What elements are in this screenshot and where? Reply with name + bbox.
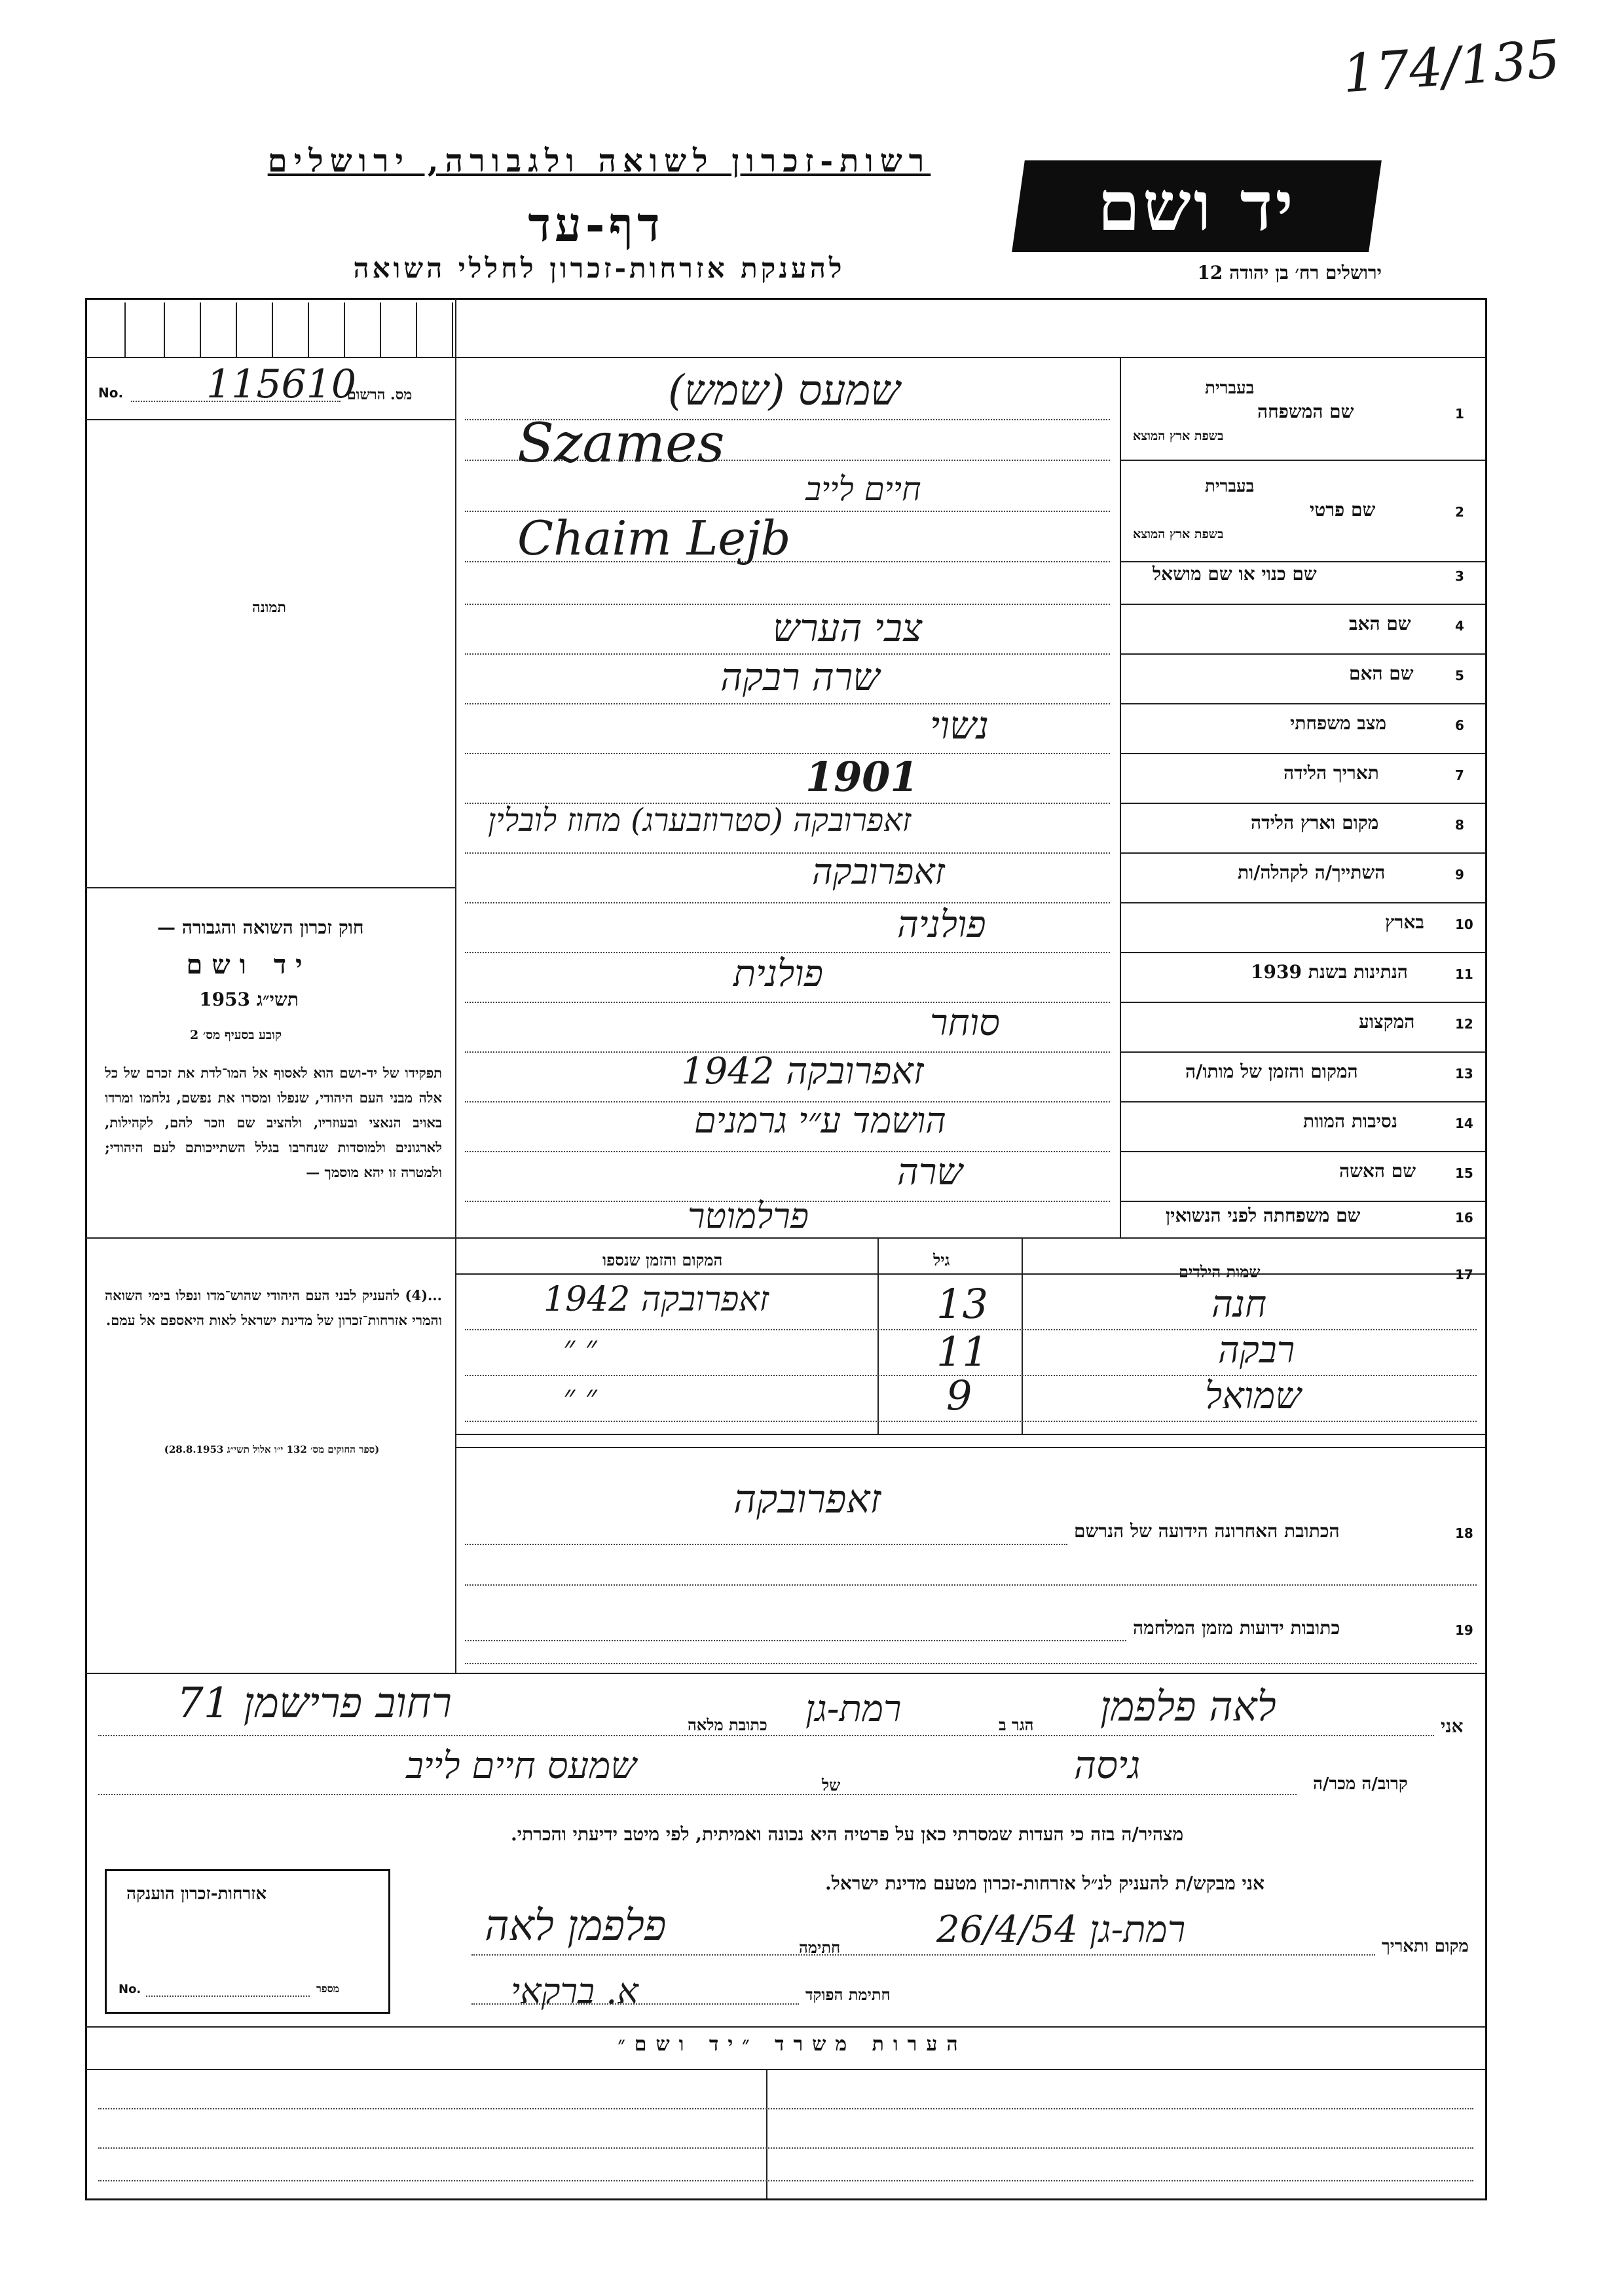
row-1-value-hebrew: שמעס (שמש) [668,367,900,415]
row-4-label: שם האב [1349,613,1411,634]
declarant-city: רמת-גן [805,1688,902,1730]
label-column-divider [1120,357,1121,1237]
row-1-sub-hebrew: בעברית [1205,378,1255,398]
left-column-divider [455,298,456,1673]
row-2-sub-origin: בשפת ארץ המוצא [1133,527,1224,541]
row-4-value: צבי הערש [773,606,923,650]
yad-vashem-logo [1012,160,1382,252]
child-1-place: זאפרובקה 1942 [544,1280,769,1319]
row-6-value: נשוי [930,703,989,748]
row-15-number: 15 [1455,1165,1473,1181]
child-2-name: רבקה [1218,1329,1295,1372]
law-title: חוק זכרון השואה והגבורה — [157,917,364,938]
photo-label: תמונה [252,599,286,616]
child-1-age: 13 [936,1280,988,1328]
row-2-label: שם פרטי [1310,499,1376,520]
grant-box-no: No. [119,1982,141,1996]
row-18-number: 18 [1455,1525,1473,1541]
declarant-name: לאה פלפמן [1100,1683,1276,1730]
row-2-value-origin: Chaim Lejb [517,511,791,566]
decl-resides-label: הגר ב [999,1715,1034,1734]
children-names-header: שמות הילדים [1179,1262,1261,1281]
child-2-age: 11 [936,1328,988,1376]
decl-ani: אני [1441,1715,1464,1737]
row-9-label: השתייך/ה לקהלה/ות [1238,862,1386,883]
row-7-number: 7 [1455,767,1464,783]
child-3-place: ״ ״ [563,1378,597,1415]
row-6-label: מצב משפחתי [1290,712,1387,734]
place-date-label: מקום ותאריך [1382,1937,1469,1956]
row-17-number: 17 [1455,1267,1473,1283]
law-name: יד ושם [186,949,312,980]
decl-statement-2: אני מבקש/ת להעניק לנ״ל אזרחות-זכרון מטעם מדינת ישראל. [825,1872,1264,1894]
row-14-label: נסיבות המוות [1303,1110,1397,1132]
child-3-name: שמואל [1205,1375,1301,1417]
row-12-value: סוחר [930,1002,1000,1044]
row-7-value: 1901 [805,753,919,801]
decl-statement-1: מצהיר/ה בזה כי העדות שמסרתי כאן על פרטיה היא נכונה ואמיתית, לפי מיטב ידיעתי והכרתי. [511,1823,1184,1845]
row-11-number: 11 [1455,966,1473,982]
row-19-label: כתובות ידועות מזמן המלחמה [1133,1617,1340,1639]
row-8-label: מקום וארץ הלידה [1251,812,1379,833]
strip-line [85,357,1485,358]
row-11-label: הנתינות בשנת 1939 [1251,961,1408,983]
signature-label: חתימה [799,1938,841,1957]
law-paragraph-2: ...(4) להעניק לבני העם היהודי שהוש־מדו ונפלו בימי השואה והמרי אזרחות־זכרון של מדינת ישראל לאות היאספם אל עמם. [105,1287,442,1328]
row-5-value: שרה רבקה [720,655,880,699]
row-15-label: שם האשה [1339,1160,1416,1182]
row-1-number: 1 [1455,406,1464,422]
row-14-value: הושמד ע״י גרמנים [694,1100,946,1141]
official-signature-label: חתימת הפוקד [805,1985,891,2004]
document-number: 174/135 [1340,28,1562,105]
row-10-label: בארץ [1385,911,1424,933]
row-14-number: 14 [1455,1116,1473,1131]
row-3-number: 3 [1455,568,1464,584]
office-remarks-title: הערות משרד ״יד ושם״ [618,2033,967,2056]
reg-label: מס. הרשום [347,386,413,403]
row-10-value: פולניה [897,903,986,946]
children-place-header: המקום והזמן שנספו [602,1250,723,1269]
registration-boxes [98,302,452,357]
row-5-label: שם האם [1349,663,1414,684]
row-12-label: המקצוע [1359,1011,1415,1032]
logo-address: ירושלים רח׳ בן יהודה 12 [1197,262,1382,283]
decl-of-label: של [822,1776,841,1795]
form-subtitle: להענקת אזרחות-זכרון לחללי השואה [353,252,845,284]
decl-address-label: כתובת מלאה [688,1715,767,1734]
row-13-label: המקום והזמן של מותו/ה [1185,1061,1358,1082]
row-9-number: 9 [1455,867,1464,883]
declarant-address: רחוב פרישמן 71 [177,1679,452,1728]
row-18-label: הכתובת האחרונה הידועה של הנרשם [1074,1520,1340,1542]
row-8-value: זאפרובקה (סטרוזבערג) מחוז לובלין [488,802,912,839]
row-1-label: שם המשפחה [1257,401,1354,422]
signature-value: פלפמן לאה [485,1902,667,1950]
row-2-sub-hebrew: בעברית [1205,477,1255,496]
children-age-header: גיל [933,1250,950,1269]
row-18-value: זאפרובקה [733,1476,881,1522]
registration-number: 115610 [206,361,357,407]
law-paragraph-1: תפקידו של יד-ושם הוא לאסוף אל המו־לדת את זכרם של כל אלה מבני העם היהודי, שנפלו ומסרו את נפשם, נלחמו ומרדו באויב הנאצי ובעוזריו, ולהציב שם וזכר להם, לקהילות, לארגונים ולמוסדות שנחרבו בגלל השתייכותם לעם היהודי; ולמטרה זו יהא מוסמך — [105,1065,442,1180]
row-16-label: שם משפחתה לפני הנשואין [1166,1205,1361,1226]
row-10-number: 10 [1455,917,1473,932]
row-2-value-hebrew: חיים לייב [805,470,921,508]
child-3-age: 9 [946,1372,972,1419]
decl-of-person: שמעס חיים לייב [406,1745,637,1787]
declarant-relation: גיסה [1074,1743,1141,1787]
row-16-number: 16 [1455,1210,1473,1226]
grant-box-mispar: מספר [316,1982,340,1995]
row-9-value: זאפרובקה [812,851,945,892]
child-2-place: ״ ״ [563,1329,597,1366]
row-1-sub-origin: בשפת ארץ המוצא [1133,429,1224,443]
row-2-number: 2 [1455,504,1464,520]
row-16-value: פרלמוטר [688,1195,809,1237]
row-12-number: 12 [1455,1016,1473,1032]
row-3-label: שם כנוי או שם מושאל [1153,563,1317,585]
law-clause: קובע בסעיף מס׳ 2 [190,1028,282,1042]
form-title: דף-עד [528,196,664,252]
law-reference: (ספר החוקים מס׳ 132 י״ו אלול תשי״ג 28.8.1953) [164,1444,380,1455]
row-5-number: 5 [1455,668,1464,683]
row-15-value: שרה [897,1151,963,1194]
child-1-name: חנה [1211,1283,1267,1326]
row-4-number: 4 [1455,618,1464,634]
place-date-value: רמת-גן 26/4/54 [936,1908,1186,1951]
row-1-value-origin: Szames [517,412,725,475]
row-19-number: 19 [1455,1622,1473,1638]
grant-box-title: אזרחות-זכרון הוענקה [126,1884,267,1904]
row-13-number: 13 [1455,1066,1473,1082]
grant-box [105,1869,390,2014]
decl-relation-label: קרוב/ה מכר/ה [1313,1774,1408,1794]
row-13-value: זאפרובקה 1942 [681,1050,924,1093]
authority-name: רשות-זכרון לשואה ולגבורה, ירושלים [267,143,931,179]
reg-no-label: No. [98,385,124,401]
row-11-value: פולנית [733,953,823,995]
logo-text: יד ושם [1098,166,1296,246]
row-8-number: 8 [1455,817,1464,833]
law-year: תשי״ג 1953 [199,989,299,1010]
official-signature: א. ברקאי [511,1971,638,2012]
row-6-number: 6 [1455,718,1464,733]
row-7-label: תאריך הלידה [1283,762,1379,784]
